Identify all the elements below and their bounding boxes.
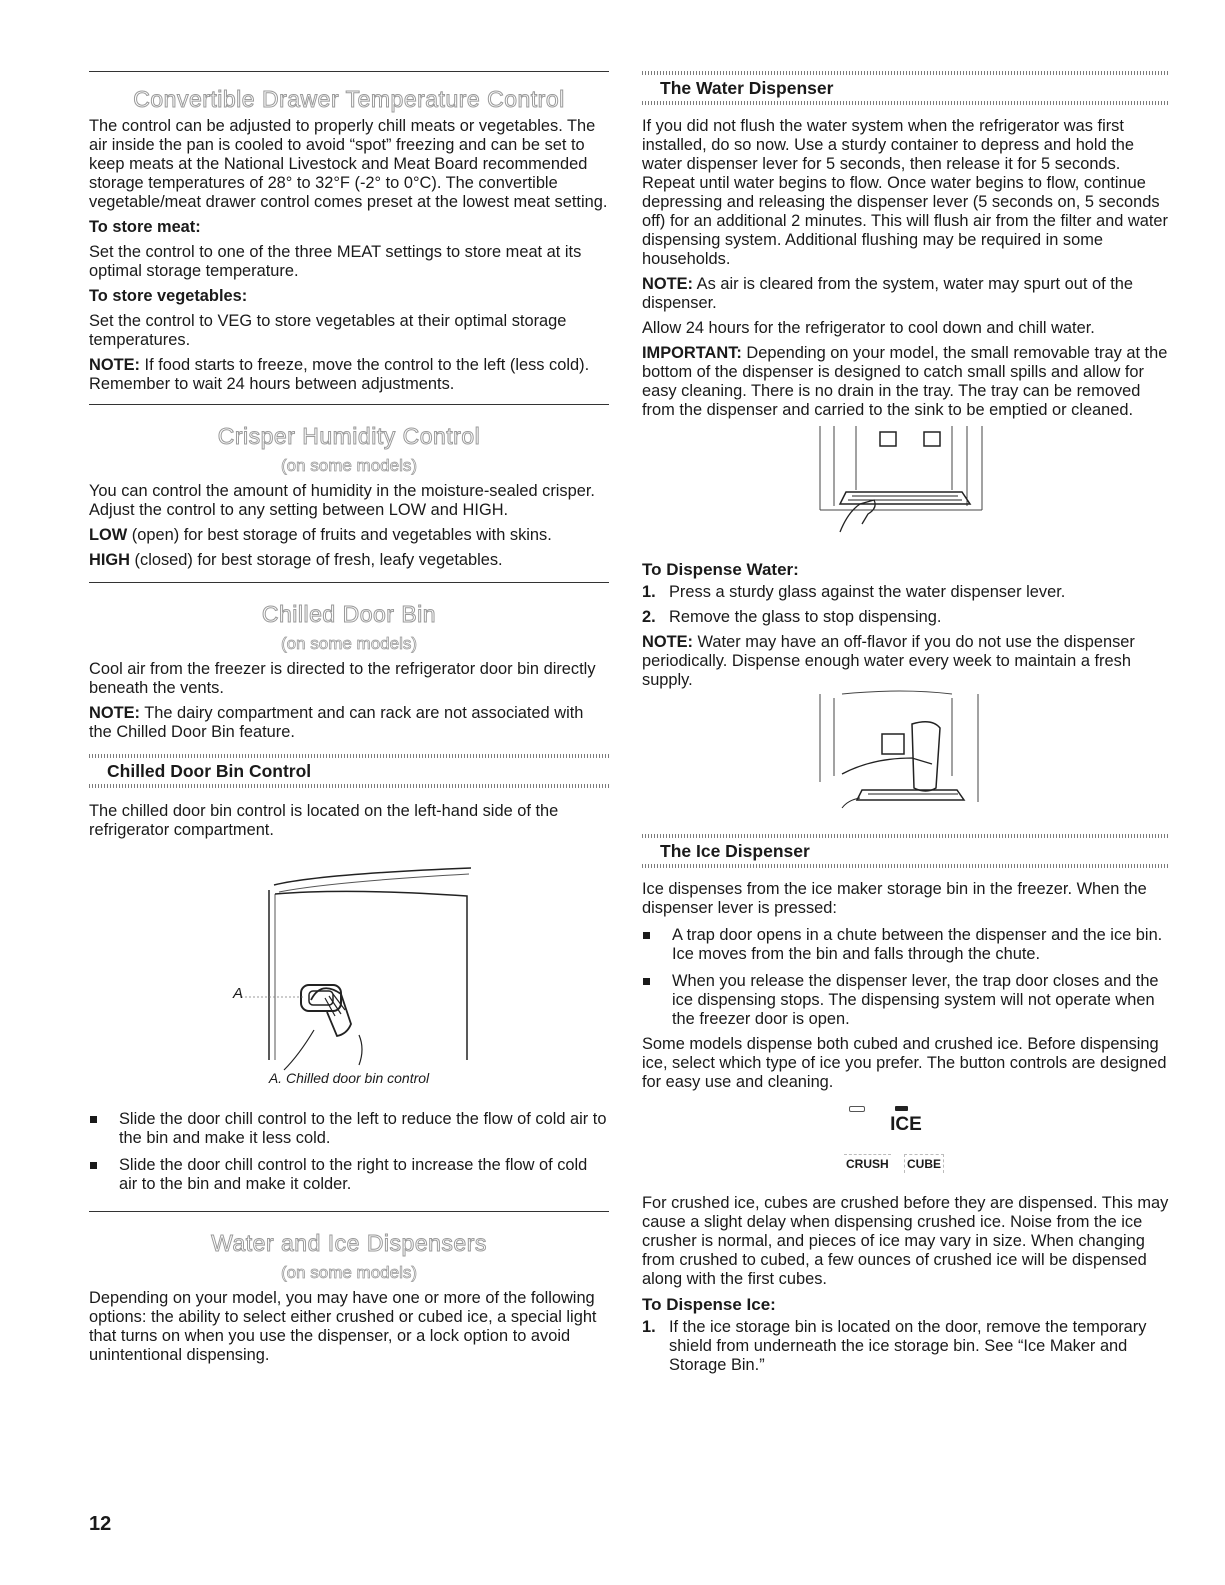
convertible-drawer-title: Convertible Drawer Temperature Control — [133, 86, 565, 112]
figure-caption: A. Chilled door bin control — [268, 1070, 430, 1086]
section-rule — [89, 582, 609, 583]
crushed-ice-text: For crushed ice, cubes are crushed before they are dispensed. This may cause a slight delay when dispensing crushed ice. Noise from the ice crusher is normal, and pieces of ice may vary in size. When changing from crushed to cubed, a few ounces of crushed ice will be dispensed along with the first cubes. — [642, 1194, 1169, 1288]
chilled-subtitle: (on some models) — [280, 634, 418, 653]
crisper-text: You can control the amount of humidity in the moisture-sealed crisper. Adjust the control to any setting between LOW and HIGH. — [89, 482, 595, 519]
crush-button[interactable]: CRUSH — [844, 1154, 891, 1173]
section-rule — [89, 71, 609, 72]
crisper-subtitle: (on some models) — [280, 456, 418, 475]
list-item — [642, 972, 1170, 1029]
section-rule — [89, 1211, 609, 1212]
store-meat-text: Set the control to one of the three MEAT settings to store meat at its optimal storage temperature. — [89, 243, 582, 280]
water-flush-text: If you did not flush the water system when the refrigerator was first installed, do so now. Use a sturdy container to depress and hold the water dispenser lever for 5 seconds, then release it for 5 seconds. Repeat until water begins to flow. Once water begins to flow, continue depressing and releasing the dispenser lever (5 seconds on, 5 seconds off) for an additional 2 minutes. This will flush air from the filter and water dispensing system. Additional flushing may be required in some households. — [642, 117, 1168, 268]
ice-types-text: Some models dispense both cubed and crushed ice. Before dispensing ice, select which type of ice you prefer. The button controls are designed for easy use and cleaning. — [642, 1035, 1167, 1091]
cube-indicator-icon — [895, 1106, 908, 1111]
step-number: 1. — [642, 1318, 656, 1336]
list-item — [642, 926, 1170, 964]
step-number: 1. — [642, 583, 656, 601]
glass-figure — [642, 690, 1170, 820]
water-ice-dispensers-title: Water and Ice Dispensers — [211, 1230, 487, 1256]
water-note-2 — [642, 633, 1170, 690]
hatch-rule — [642, 101, 1170, 105]
convertible-note — [89, 356, 609, 394]
important-label: IMPORTANT: — [642, 344, 742, 362]
ice-panel-title: ICE — [890, 1114, 922, 1135]
crisper-low — [89, 526, 609, 545]
figure-label-a: A — [233, 985, 244, 1002]
step-text: If the ice storage bin is located on the door, remove the temporary shield from underneath the ice storage bin. See “Ice Maker and Storage Bin.” — [669, 1318, 1147, 1374]
water-allow-text: Allow 24 hours for the refrigerator to cool down and chill water. — [642, 319, 1095, 337]
convertible-intro: The control can be adjusted to properly chill meats or vegetables. The air inside the pan is cooled to avoid “spot” freezing and can be set to keep meats at the National Livestock and Meat Board recommended storage temperatures of 28° to 32°F (-2° to 0°C). The convertible vegetable/meat drawer control comes preset at the lowest meat setting. — [89, 117, 608, 211]
store-veg-heading: To store vegetables: — [89, 287, 248, 305]
high-text: (closed) for best storage of fresh, leafy vegetables. — [129, 551, 503, 569]
dispense-ice-heading: To Dispense Ice: — [642, 1295, 776, 1314]
ice-dispenser-heading: The Ice Dispenser — [660, 841, 810, 861]
important-text: Depending on your model, the small removable tray at the bottom of the dispenser is designed to catch small spills and allow for easy cleaning. There is no drain in the tray. The tray can be removed from the dispenser and carried to the sink to be emptied or cleaned. — [642, 344, 1168, 419]
chilled-control-text: The chilled door bin control is located on the left-hand side of the refrigerator compartment. — [89, 802, 559, 839]
cube-button[interactable]: CUBE — [904, 1154, 944, 1173]
bullet-text: Slide the door chill control to the left to reduce the flow of cold air to the bin and make it less cold. — [119, 1110, 607, 1147]
bullet-text: A trap door opens in a chute between the dispenser and the ice bin. Ice moves from the bin and falls through the chute. — [672, 926, 1163, 963]
left-column — [89, 0, 609, 1365]
note-label: NOTE: — [89, 356, 140, 374]
high-label: HIGH — [89, 551, 130, 569]
dispensers-text: Depending on your model, you may have one or more of the following options: the ability to select either crushed or cubed ice, a special light that turns on when you use the dispenser, or a lock option to avoid unintentional dispensing. — [89, 1289, 597, 1364]
store-veg-text: Set the control to VEG to store vegetables at their optimal storage temperatures. — [89, 312, 567, 349]
list-item — [642, 1318, 1170, 1375]
step-text: Remove the glass to stop dispensing. — [669, 608, 942, 626]
list-item — [642, 583, 1170, 602]
hatch-rule — [642, 864, 1170, 868]
dispenser-tray-illustration — [642, 420, 1170, 555]
crush-indicator-icon — [849, 1106, 865, 1112]
note-label: NOTE: — [642, 275, 693, 293]
chilled-door-bin-title: Chilled Door Bin — [261, 601, 437, 627]
note-text: If food starts to freeze, move the control to the left (less cold). Remember to wait 24 hours between adjustments. — [89, 356, 590, 393]
note-text: As air is cleared from the system, water may spurt out of the dispenser. — [642, 275, 1133, 312]
chilled-bin-illustration — [89, 860, 609, 1080]
note-text: The dairy compartment and can rack are not associated with the Chilled Door Bin feature. — [89, 704, 584, 741]
step-number: 2. — [642, 608, 656, 626]
list-item — [89, 1110, 609, 1148]
section-rule — [89, 404, 609, 405]
store-meat-heading: To store meat: — [89, 218, 201, 236]
list-item — [642, 608, 1170, 627]
note-label: NOTE: — [89, 704, 140, 722]
low-text: (open) for best storage of fruits and vegetables with skins. — [127, 526, 552, 544]
note-text: Water may have an off-flavor if you do not use the dispenser periodically. Dispense enough water every week to maintain a fresh supply. — [642, 633, 1135, 689]
tray-figure — [642, 420, 1170, 555]
bullet-text: When you release the dispenser lever, the trap door closes and the ice dispensing stops. The dispensing system will not operate when the freezer door is open. — [672, 972, 1159, 1028]
chilled-bin-figure — [89, 840, 609, 1090]
low-label: LOW — [89, 526, 128, 544]
crisper-humidity-title: Crisper Humidity Control — [217, 423, 481, 449]
water-dispenser-heading: The Water Dispenser — [660, 78, 834, 98]
bullet-text: Slide the door chill control to the right to increase the flow of cold air to the bin and make it colder. — [119, 1156, 588, 1193]
chilled-bullets — [89, 1110, 609, 1194]
crisper-high — [89, 551, 609, 570]
chilled-note — [89, 704, 609, 742]
chilled-control-heading: Chilled Door Bin Control — [107, 761, 312, 781]
list-item — [89, 1156, 609, 1194]
page-number: 12 — [89, 1513, 112, 1535]
glass-dispense-illustration — [642, 690, 1170, 820]
note-label: NOTE: — [642, 633, 693, 651]
hatch-rule — [89, 784, 609, 788]
step-text: Press a sturdy glass against the water dispenser lever. — [669, 583, 1066, 601]
ice-intro-text: Ice dispenses from the ice maker storage bin in the freezer. When the dispenser lever is pressed: — [642, 880, 1147, 917]
dispense-water-heading: To Dispense Water: — [642, 560, 799, 579]
ice-button-panel — [642, 1092, 1170, 1182]
chilled-text: Cool air from the freezer is directed to the refrigerator door bin directly beneath the vents. — [89, 660, 596, 697]
right-column — [642, 0, 1170, 1375]
dispensers-subtitle: (on some models) — [280, 1263, 418, 1282]
water-important — [642, 344, 1170, 420]
water-note-1 — [642, 275, 1170, 313]
